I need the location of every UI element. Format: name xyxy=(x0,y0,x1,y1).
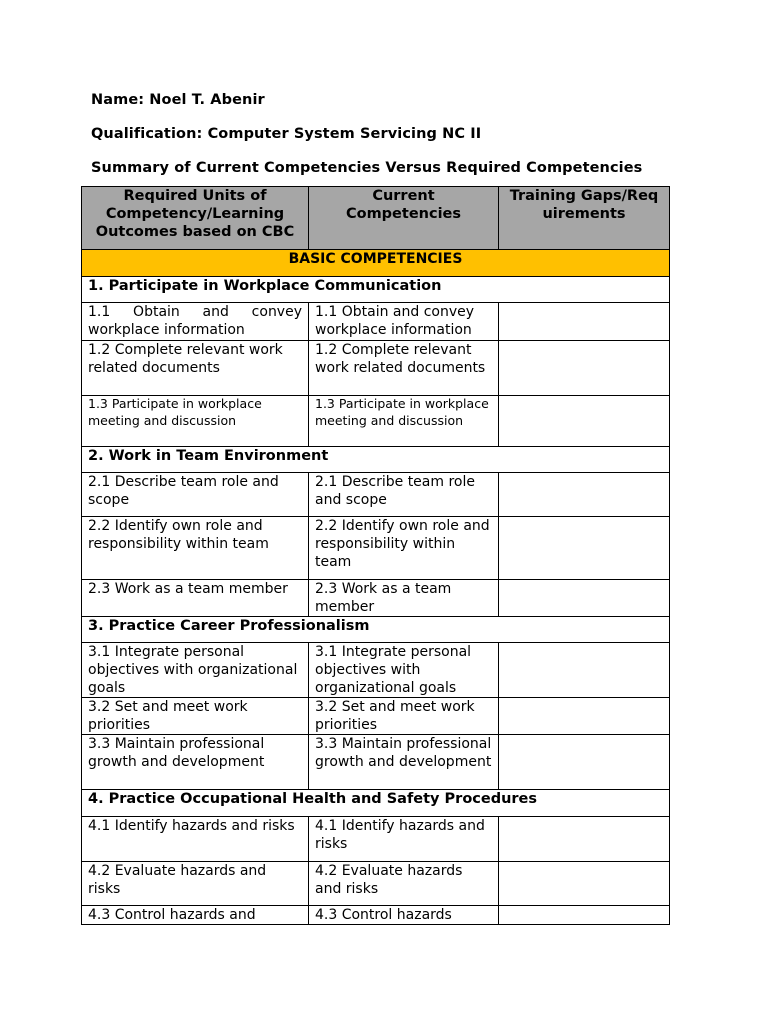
gap-cell xyxy=(499,643,670,698)
current-cell: 3.2 Set and meet work priorities xyxy=(309,698,499,735)
required-cell: 1.3 Participate in workplace meeting and discussion xyxy=(82,396,309,447)
current-cell: 2.1 Describe team role and scope xyxy=(309,473,499,517)
gap-cell xyxy=(499,580,670,617)
unit-row xyxy=(82,277,670,303)
header-row xyxy=(82,187,670,250)
column-header-required: Required Units of Competency/Learning Outcomes based on CBC xyxy=(82,187,309,250)
table-row xyxy=(82,580,670,617)
current-cell: 4.2 Evaluate hazards and risks xyxy=(309,862,499,906)
required-cell: 3.2 Set and meet work priorities xyxy=(82,698,309,735)
required-cell: 1.2 Complete relevant work related documents xyxy=(82,341,309,396)
gap-cell xyxy=(499,473,670,517)
table-row xyxy=(82,517,670,580)
required-cell: 3.1 Integrate personal objectives with organizational goals xyxy=(82,643,309,698)
current-cell: 4.3 Control hazards xyxy=(309,906,499,925)
unit-title: 1. Participate in Workplace Communication xyxy=(82,277,670,303)
required-cell: 4.3 Control hazards and xyxy=(82,906,309,925)
table-row xyxy=(82,341,670,396)
table-row xyxy=(82,698,670,735)
section-basic-competencies: BASIC COMPETENCIES xyxy=(82,250,670,277)
current-cell: 2.2 Identify own role and responsibility within team xyxy=(309,517,499,580)
table-row xyxy=(82,862,670,906)
summary-title: Summary of Current Competencies Versus Required Competencies xyxy=(91,160,643,176)
gap-cell xyxy=(499,817,670,862)
gap-cell xyxy=(499,303,670,341)
unit-row xyxy=(82,617,670,643)
table-row xyxy=(82,396,670,447)
table-row xyxy=(82,303,670,341)
required-cell: 2.2 Identify own role and responsibility within team xyxy=(82,517,309,580)
competency-table xyxy=(81,186,670,925)
current-cell: 1.1 Obtain and convey workplace information xyxy=(309,303,499,341)
unit-title: 3. Practice Career Professionalism xyxy=(82,617,670,643)
section-row xyxy=(82,250,670,277)
current-cell: 2.3 Work as a team member xyxy=(309,580,499,617)
current-cell: 1.2 Complete relevant work related documents xyxy=(309,341,499,396)
gap-cell xyxy=(499,517,670,580)
unit-row xyxy=(82,790,670,817)
qualification-line: Qualification: Computer System Servicing NC II xyxy=(91,126,482,142)
column-header-current: Current Competencies xyxy=(309,187,499,250)
required-cell: 2.3 Work as a team member xyxy=(82,580,309,617)
current-cell: 4.1 Identify hazards and risks xyxy=(309,817,499,862)
gap-cell xyxy=(499,396,670,447)
name-line: Name: Noel T. Abenir xyxy=(91,92,265,108)
required-cell: 1.1 Obtain and convey workplace information xyxy=(82,303,309,341)
current-cell: 3.1 Integrate personal objectives with organizational goals xyxy=(309,643,499,698)
column-header-gaps: Training Gaps/Requirements xyxy=(499,187,670,250)
required-cell: 4.1 Identify hazards and risks xyxy=(82,817,309,862)
table-row xyxy=(82,473,670,517)
required-cell: 3.3 Maintain professional growth and development xyxy=(82,735,309,790)
required-cell: 4.2 Evaluate hazards and risks xyxy=(82,862,309,906)
gap-cell xyxy=(499,735,670,790)
gap-cell xyxy=(499,906,670,925)
unit-row xyxy=(82,447,670,473)
required-cell: 2.1 Describe team role and scope xyxy=(82,473,309,517)
gap-cell xyxy=(499,862,670,906)
table-row xyxy=(82,643,670,698)
table-row xyxy=(82,735,670,790)
current-cell: 1.3 Participate in workplace meeting and discussion xyxy=(309,396,499,447)
gap-cell xyxy=(499,698,670,735)
table-row xyxy=(82,906,670,925)
table-row xyxy=(82,817,670,862)
unit-title: 4. Practice Occupational Health and Safety Procedures xyxy=(82,790,670,817)
unit-title: 2. Work in Team Environment xyxy=(82,447,670,473)
gap-cell xyxy=(499,341,670,396)
current-cell: 3.3 Maintain professional growth and development xyxy=(309,735,499,790)
